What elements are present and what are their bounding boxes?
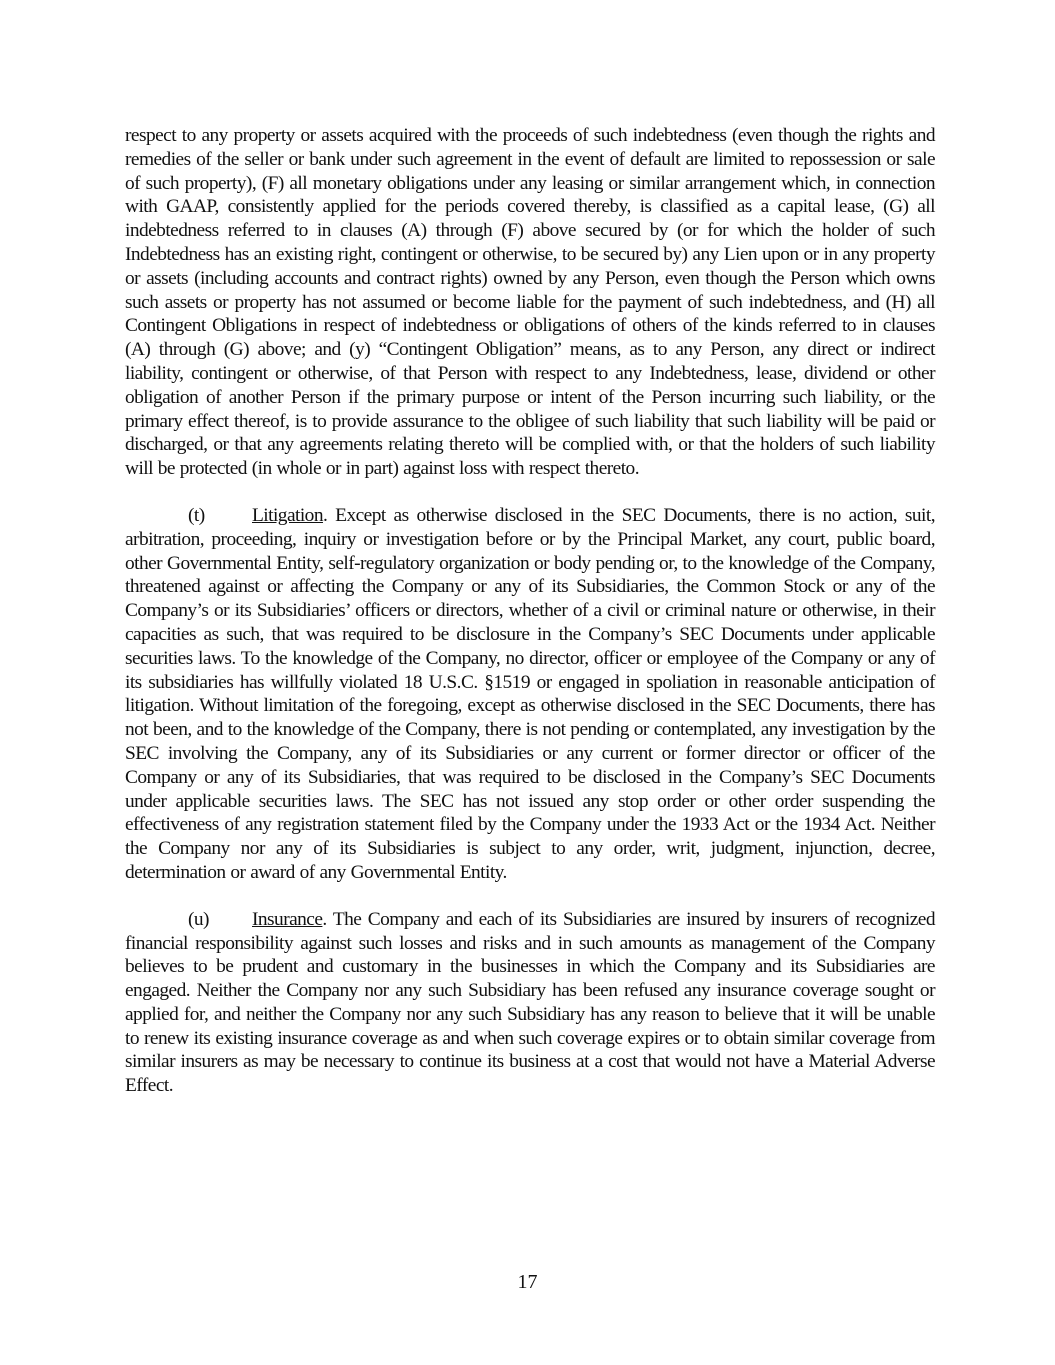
section-title: Litigation <box>252 504 323 526</box>
section-text: . The Company and each of its Subsidiaries are insured by insurers of recognized financial responsibility against such losses and risks and in such amounts as management of the Company believes to be prudent and customary in the businesses in which the Company and its Subsidiaries are engaged. Neither the Company nor any such Subsidiary has been refused any insurance coverage sought or applied for, and neither the Company nor any such Subsidiary has any reason to believe that it will be unable to renew its existing insurance coverage as and when such coverage expires or to obtain similar coverage from similar insurers as may be necessary to continue its business at a cost that would not have a Material Adverse Effect. <box>125 908 935 1097</box>
section-label: (u) <box>188 908 209 930</box>
section-litigation <box>125 504 935 885</box>
section-insurance <box>125 908 935 1098</box>
section-text: . Except as otherwise disclosed in the SEC Documents, there is no action, suit, arbitration, proceeding, inquiry or investigation before or by the Principal Market, any court, public board, other Governmental Entity, self-regulatory organization or body pending or, to the knowledge of the Company, threatened against or affecting the Company or any of its Subsidiaries, the Common Stock or any of the Company’s or its Subsidiaries’ officers or directors, whether of a civil or criminal nature or otherwise, in their capacities as such, that was required to be disclosure in the Company’s SEC Documents under applicable securities laws. To the knowledge of the Company, no director, officer or employee of the Company or any of its subsidiaries has willfully violated 18 U.S.C. §1519 or engaged in spoliation in reasonable anticipation of litigation. Without limitation of the foregoing, except as otherwise disclosed in the SEC Documents, there has not been, and to the knowledge of the Company, there is not pending or contemplated, any investigation by the SEC involving the Company, any of its Subsidiaries or any current or former director or officer of the Company or any of its Subsidiaries, that was required to be disclosed in the Company’s SEC Documents under applicable securities laws. The SEC has not issued any stop order or other order suspending the effectiveness of any registration statement filed by the Company under the 1933 Act or the 1934 Act. Neither the Company nor any of its Subsidiaries is subject to any order, writ, judgment, injunction, decree, determination or award of any Governmental Entity. <box>125 504 935 883</box>
continuation-paragraph: respect to any property or assets acquired with the proceeds of such indebtedness (even though the rights and remedies of the seller or bank under such agreement in the event of default are limited to repossession or sale of such property), (F) all monetary obligations under any leasing or similar arrangement which, in connection with GAAP, consistently applied for the periods covered thereby, is classified as a capital lease, (G) all indebtedness referred to in clauses (A) through (F) above secured by (or for which the holder of such Indebtedness has an existing right, contingent or otherwise, to be secured by) any Lien upon or in any property or assets (including accounts and contract rights) owned by any Person, even though the Person which owns such assets or property has not assumed or become liable for the payment of such indebtedness, and (H) all Contingent Obligations in respect of indebtedness or obligations of others of the kinds referred to in clauses (A) through (G) above; and (y) “Contingent Obligation” means, as to any Person, any direct or indirect liability, contingent or otherwise, of that Person with respect to any Indebtedness, lease, dividend or other obligation of another Person if the primary purpose or intent of the Person incurring such liability, or the primary effect thereof, is to provide assurance to the obligee of such liability that such liability will be paid or discharged, or that any agreements relating thereto will be complied with, or that the holders of such liability will be protected (in whole or in part) against loss with respect thereto. <box>125 125 935 480</box>
section-label: (t) <box>188 504 205 526</box>
section-title: Insurance <box>252 908 323 930</box>
page-number: 17 <box>517 1271 538 1293</box>
document-body <box>125 124 935 1121</box>
